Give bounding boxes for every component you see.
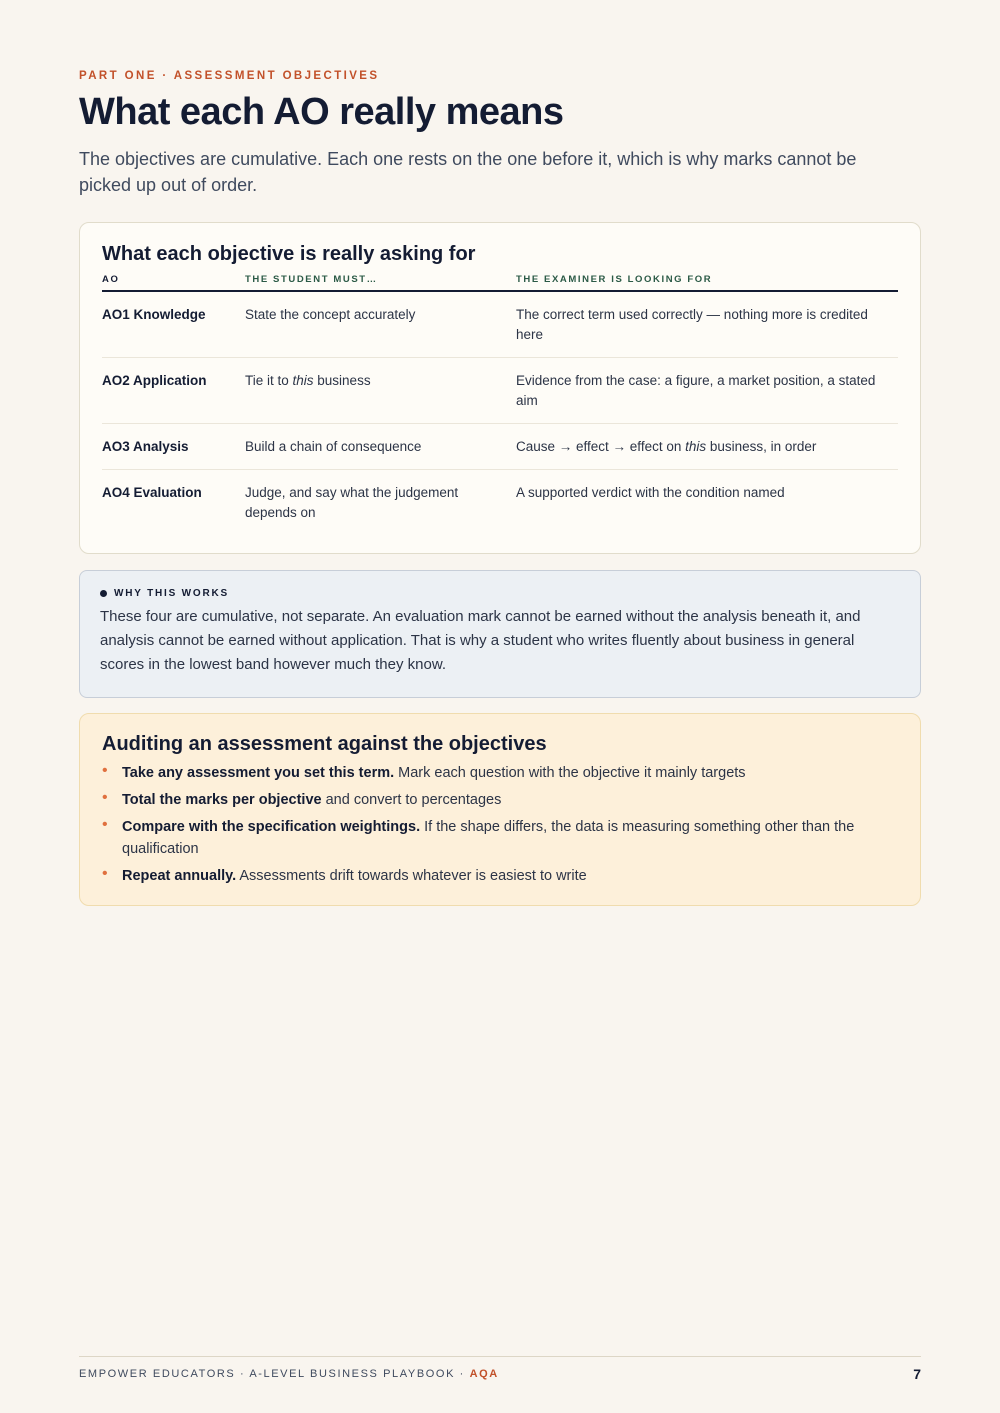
- table-header-row: [102, 274, 898, 291]
- bullet-icon: •: [102, 864, 108, 882]
- list-item: • Compare with the specification weightings. If the shape differs, the data is measuring something other than the qualification: [102, 815, 855, 857]
- table-row: [102, 423, 898, 469]
- audit-title: Auditing an assessment against the objectives: [102, 732, 547, 755]
- student-must-cell: Tie it to this business: [245, 357, 516, 423]
- bullet-icon: •: [102, 761, 108, 779]
- student-must-cell: Judge, and say what the judgement depends on: [245, 484, 459, 520]
- page-content: [79, 70, 921, 906]
- objectives-card-title: What each objective is really asking for: [102, 242, 476, 265]
- examiner-cell: Cause → effect → effect on this business, in order: [516, 423, 898, 469]
- ao-cell: AO2 Application: [102, 357, 245, 423]
- student-must-cell: Build a chain of consequence: [245, 423, 516, 469]
- bullet-icon: •: [102, 788, 108, 806]
- examiner-cell: Evidence from the case: a figure, a market position, a stated aim: [516, 357, 898, 423]
- ao-cell: AO4 Evaluation: [102, 484, 202, 500]
- table-row: [102, 291, 898, 358]
- examiner-cell: The correct term used correctly — nothing more is credited here: [516, 291, 898, 358]
- table-row: [102, 469, 898, 533]
- why-this-works-callout: [79, 570, 921, 698]
- student-must-cell: State the concept accurately: [245, 291, 516, 358]
- list-item: • Take any assessment you set this term. Mark each question with the objective it mainly targets: [102, 761, 746, 781]
- page-number: 7: [913, 1366, 921, 1382]
- page-lede: The objectives are cumulative. Each one rests on the one before it, which is why marks cannot be picked up out of order.: [79, 148, 857, 195]
- objectives-card: [79, 222, 921, 554]
- audit-list: [102, 762, 898, 887]
- column-header-examiner-looks-for: THE EXAMINER IS LOOKING FOR: [516, 274, 898, 291]
- list-item: • Repeat annually. Assessments drift towards whatever is easiest to write: [102, 864, 587, 884]
- footer-running-title: EMPOWER EDUCATORS · A-LEVEL BUSINESS PLAYBOOK · AQA: [79, 1368, 499, 1380]
- table-row: [102, 357, 898, 423]
- callout-text: These four are cumulative, not separate. An evaluation mark cannot be earned without the analysis beneath it, and analysis cannot be earned without application. That is why a student who writes fluently about business in general scores in the lowest band however much they know.: [100, 607, 861, 673]
- footer-board-name: AQA: [469, 1368, 499, 1380]
- page-footer: [79, 1356, 921, 1382]
- callout-label: WHY THIS WORKS: [100, 588, 900, 599]
- audit-box: [79, 713, 921, 906]
- ao-cell: AO1 Knowledge: [102, 291, 245, 358]
- objectives-table: [102, 274, 898, 533]
- page-title: What each AO really means: [79, 91, 564, 133]
- bullet-icon: •: [102, 815, 108, 833]
- list-item: • Total the marks per objective and convert to percentages: [102, 788, 502, 808]
- examiner-cell: A supported verdict with the condition named: [516, 484, 785, 500]
- ao-cell: AO3 Analysis: [102, 423, 245, 469]
- column-header-student-must: THE STUDENT MUST…: [245, 274, 516, 291]
- column-header-ao: AO: [102, 274, 245, 291]
- section-kicker: PART ONE · ASSESSMENT OBJECTIVES: [79, 70, 380, 82]
- bullet-dot-icon: [100, 590, 107, 597]
